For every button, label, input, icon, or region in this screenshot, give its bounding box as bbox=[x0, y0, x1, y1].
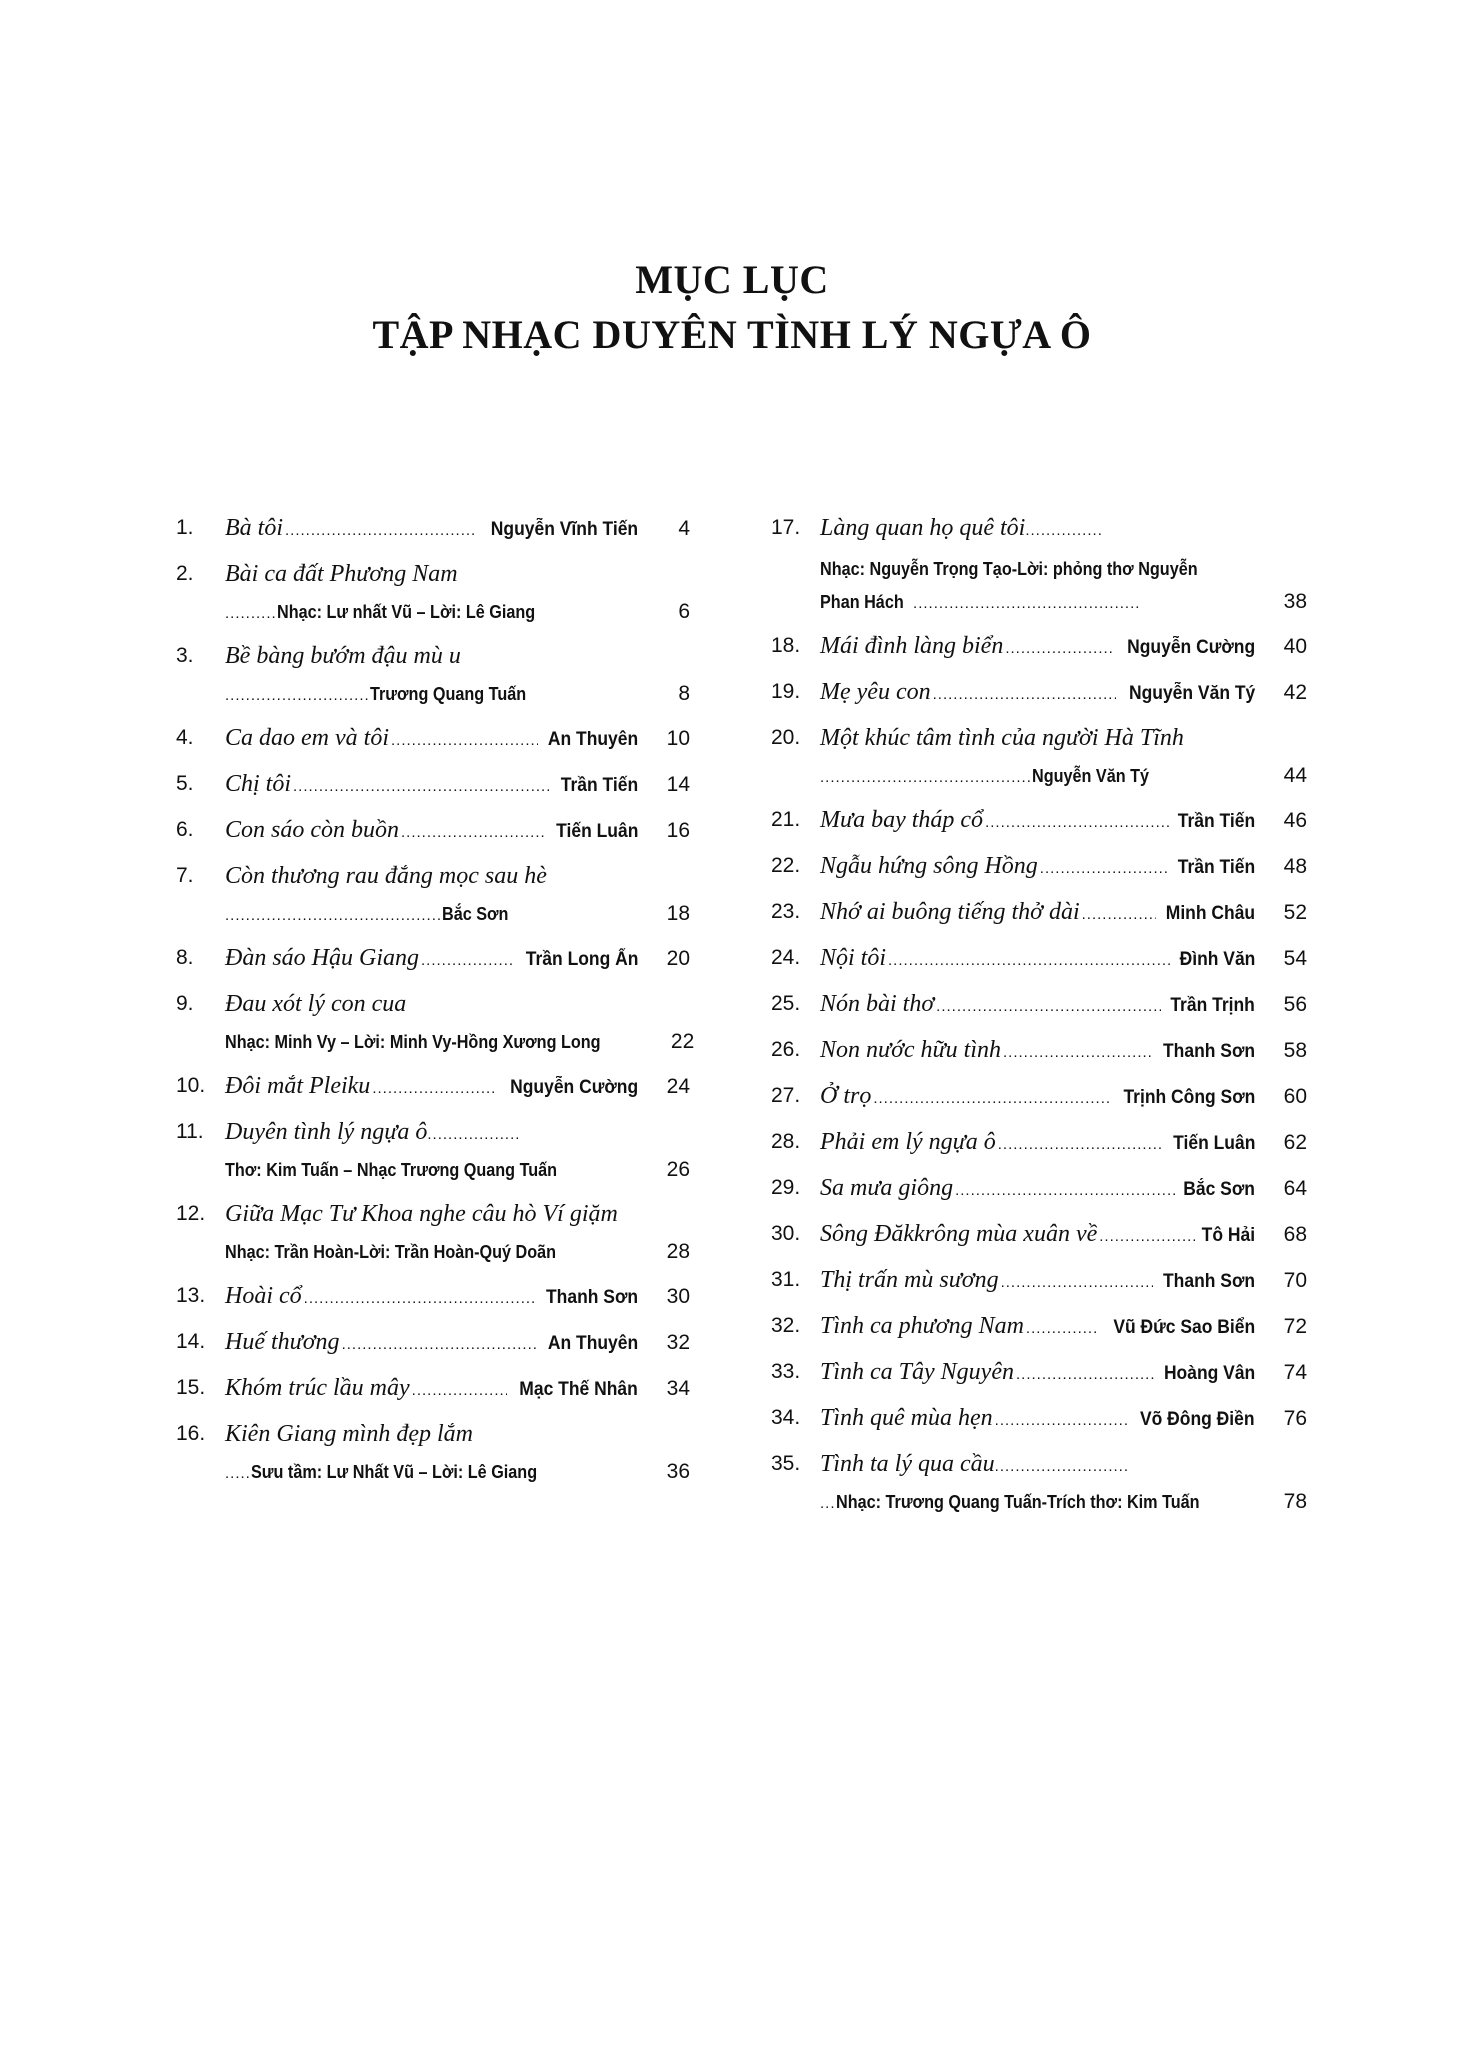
entry-number: 34. bbox=[771, 1406, 801, 1429]
dot-leader bbox=[412, 1368, 508, 1414]
entry-author: Minh Châu bbox=[1165, 903, 1255, 924]
title-dot-leader: ............... bbox=[1025, 522, 1103, 539]
entry-author: Võ Đông Điền bbox=[1140, 1409, 1255, 1430]
entry-page: 40 bbox=[1283, 635, 1307, 658]
entry-credit-row bbox=[771, 1487, 1307, 1523]
entry-title: Bà tôi bbox=[225, 515, 283, 541]
entry-title-row bbox=[176, 981, 690, 1027]
entry-title-row bbox=[771, 715, 1307, 761]
dot-leader bbox=[888, 938, 1171, 984]
dot-leader bbox=[998, 1122, 1164, 1168]
entry-credit: Bắc Sơn bbox=[442, 904, 509, 924]
entry-number: 18. bbox=[771, 634, 801, 657]
entry-credit-row bbox=[771, 761, 1307, 797]
dot-leader bbox=[372, 1066, 497, 1112]
entry-number: 26. bbox=[771, 1038, 801, 1061]
dot-leader bbox=[985, 800, 1169, 846]
entry-credit: Nhạc: Minh Vy – Lời: Minh Vy-Hồng Xương Long bbox=[225, 1032, 601, 1052]
dot-leader bbox=[1003, 1030, 1153, 1076]
entry-title: Con sáo còn buồn bbox=[225, 817, 399, 843]
toc-entry bbox=[176, 853, 690, 935]
dot-leader bbox=[1026, 1306, 1099, 1352]
dot-leader bbox=[955, 1168, 1175, 1214]
entry-author: Mạc Thế Nhân bbox=[519, 1379, 638, 1400]
toc-entry bbox=[771, 1303, 1307, 1349]
toc-entry bbox=[771, 623, 1307, 669]
entry-title: Ca dao em và tôi bbox=[225, 725, 389, 751]
entry-title: Phải em lý ngựa ô bbox=[820, 1129, 996, 1155]
entry-author: Thanh Sơn bbox=[1162, 1041, 1255, 1062]
entry-number: 14. bbox=[176, 1330, 206, 1353]
entry-number: 12. bbox=[176, 1202, 206, 1225]
entry-page: 64 bbox=[1283, 1177, 1307, 1200]
entry-title-row bbox=[176, 853, 690, 899]
entry-credit-line bbox=[771, 551, 1307, 587]
title-dot-leader: .................. bbox=[427, 1126, 521, 1143]
toc-entry bbox=[176, 935, 690, 981]
entry-title-row bbox=[771, 1441, 1307, 1487]
entry-row bbox=[176, 1319, 690, 1365]
entry-title: Nhớ ai buông tiếng thở dài bbox=[820, 899, 1080, 925]
entry-row bbox=[176, 505, 690, 551]
entry-page: 74 bbox=[1283, 1361, 1307, 1384]
dot-leader bbox=[1099, 1214, 1195, 1260]
entry-number: 23. bbox=[771, 900, 801, 923]
credit-dot-leader: ......................................... bbox=[820, 769, 1032, 786]
entry-page: 52 bbox=[1283, 901, 1307, 924]
entry-number: 28. bbox=[771, 1130, 801, 1153]
dot-leader bbox=[391, 718, 538, 764]
entry-number: 7. bbox=[176, 864, 194, 887]
entry-title: Tình ta lý qua cầu bbox=[820, 1451, 995, 1477]
entry-title: Sông Đăkkrông mùa xuân về bbox=[820, 1221, 1098, 1247]
entry-author: Trần Tiến bbox=[1177, 857, 1255, 878]
entry-title: Mưa bay tháp cổ bbox=[820, 807, 984, 833]
entry-author: Trần Tiến bbox=[560, 775, 638, 796]
credit-dot-leader: ............................ bbox=[225, 687, 370, 704]
entry-number: 1. bbox=[176, 516, 194, 539]
dot-leader bbox=[1082, 892, 1156, 938]
toc-entry bbox=[176, 505, 690, 551]
entry-number: 32. bbox=[771, 1314, 801, 1337]
entry-author: Đình Văn bbox=[1179, 949, 1255, 970]
entry-title: Giữa Mạc Tư Khoa nghe câu hò Ví giặm bbox=[225, 1201, 618, 1227]
heading-line-1: MỤC LỤC bbox=[635, 257, 829, 302]
entry-row bbox=[771, 1027, 1307, 1073]
entry-author: Vũ Đức Sao Biển bbox=[1113, 1317, 1255, 1338]
dot-leader bbox=[285, 508, 476, 554]
entry-title: Làng quan họ quê tôi bbox=[820, 515, 1026, 541]
toc-entry bbox=[176, 1319, 690, 1365]
entry-number: 6. bbox=[176, 818, 194, 841]
entry-row bbox=[176, 1063, 690, 1109]
entry-number: 29. bbox=[771, 1176, 801, 1199]
entry-title: Non nước hữu tình bbox=[820, 1037, 1001, 1063]
entry-title: Một khúc tâm tình của người Hà Tĩnh bbox=[820, 725, 1184, 751]
entry-credit-row bbox=[176, 1237, 690, 1273]
entry-title-row bbox=[176, 1109, 690, 1155]
entry-credit: Sưu tầm: Lư Nhất Vũ – Lời: Lê Giang bbox=[250, 1462, 537, 1482]
toc-entry bbox=[771, 1395, 1307, 1441]
entry-title: Mẹ yêu con bbox=[820, 679, 931, 705]
toc-entry bbox=[176, 761, 690, 807]
toc-entry bbox=[176, 1063, 690, 1109]
toc-entry bbox=[771, 1073, 1307, 1119]
entry-title-row bbox=[176, 633, 690, 679]
entry-number: 22. bbox=[771, 854, 801, 877]
credit-dot-leader: ............................................ bbox=[913, 595, 1141, 612]
entry-author: Bắc Sơn bbox=[1183, 1179, 1255, 1200]
toc-entry bbox=[771, 1257, 1307, 1303]
credit-dot-leader: ... bbox=[820, 1495, 836, 1512]
entry-title: Ngẫu hứng sông Hồng bbox=[820, 853, 1038, 879]
entry-credit-row bbox=[176, 1027, 695, 1063]
entry-title-row bbox=[771, 505, 1307, 551]
entry-number: 3. bbox=[176, 644, 194, 667]
entry-row bbox=[176, 761, 690, 807]
entry-number: 10. bbox=[176, 1074, 206, 1097]
dot-leader bbox=[873, 1076, 1109, 1122]
entry-number: 4. bbox=[176, 726, 194, 749]
toc-entry bbox=[176, 1273, 690, 1319]
toc-entry bbox=[176, 1365, 690, 1411]
entry-title: Còn thương rau đắng mọc sau hè bbox=[225, 863, 547, 889]
entry-page: 44 bbox=[1283, 764, 1307, 787]
entry-title: Tình ca Tây Nguyên bbox=[820, 1359, 1014, 1385]
entry-row bbox=[771, 935, 1307, 981]
entry-title: Bài ca đất Phương Nam bbox=[225, 561, 458, 587]
entry-page: 54 bbox=[1283, 947, 1307, 970]
entry-number: 9. bbox=[176, 992, 194, 1015]
entry-page: 16 bbox=[666, 819, 690, 842]
entry-page: 60 bbox=[1283, 1085, 1307, 1108]
entry-author: An Thuyên bbox=[547, 729, 638, 750]
entry-title: Kiên Giang mình đẹp lắm bbox=[225, 1421, 473, 1447]
entry-page: 76 bbox=[1283, 1407, 1307, 1430]
entry-row bbox=[176, 935, 690, 981]
entry-page: 24 bbox=[666, 1075, 690, 1098]
entry-credit-row bbox=[176, 597, 690, 633]
entry-author: An Thuyên bbox=[547, 1333, 638, 1354]
dot-leader bbox=[1016, 1352, 1154, 1398]
entry-number: 11. bbox=[176, 1120, 204, 1143]
entry-number: 27. bbox=[771, 1084, 801, 1107]
entry-credit: Trương Quang Tuấn bbox=[369, 684, 526, 704]
entry-title-row bbox=[176, 1191, 690, 1237]
entry-page: 32 bbox=[666, 1331, 690, 1354]
toc-entry bbox=[176, 1109, 690, 1191]
entry-title: Nội tôi bbox=[820, 945, 887, 971]
entry-number: 24. bbox=[771, 946, 801, 969]
entry-number: 19. bbox=[771, 680, 801, 703]
heading-line-2: TẬP NHẠC DUYÊN TÌNH LÝ NGỰA Ô bbox=[372, 312, 1092, 357]
toc-entry bbox=[771, 1441, 1307, 1523]
entry-author: Thanh Sơn bbox=[545, 1287, 638, 1308]
toc-entry bbox=[771, 1027, 1307, 1073]
entry-number: 16. bbox=[176, 1422, 206, 1445]
entry-row bbox=[771, 797, 1307, 843]
entry-credit-row bbox=[176, 1155, 690, 1191]
entry-row bbox=[176, 807, 690, 853]
entry-title: Bề bàng bướm đậu mù u bbox=[225, 643, 461, 669]
dot-leader bbox=[995, 1398, 1129, 1444]
entry-credit: Thơ: Kim Tuấn – Nhạc Trương Quang Tuấn bbox=[225, 1160, 558, 1180]
entry-number: 30. bbox=[771, 1222, 801, 1245]
entry-title: Huế thương bbox=[225, 1329, 340, 1355]
entry-page: 30 bbox=[666, 1285, 690, 1308]
dot-leader bbox=[1040, 846, 1169, 892]
entry-page: 20 bbox=[666, 947, 690, 970]
entry-credit: Nhạc: Lư nhất Vũ – Lời: Lê Giang bbox=[276, 602, 535, 622]
entry-title: Đàn sáo Hậu Giang bbox=[225, 945, 420, 971]
entry-page: 72 bbox=[1283, 1315, 1307, 1338]
entry-number: 5. bbox=[176, 772, 194, 795]
toc-entry bbox=[771, 1165, 1307, 1211]
entry-author: Nguyễn Cường bbox=[509, 1077, 638, 1098]
toc-entry bbox=[771, 505, 1307, 623]
toc-entry bbox=[771, 669, 1307, 715]
entry-row bbox=[771, 981, 1307, 1027]
toc-entry bbox=[176, 807, 690, 853]
toc-entry bbox=[771, 1349, 1307, 1395]
entry-row bbox=[771, 669, 1307, 715]
entry-page: 22 bbox=[670, 1030, 695, 1053]
dot-leader bbox=[1005, 626, 1114, 672]
toc-entry bbox=[771, 797, 1307, 843]
entry-page: 42 bbox=[1283, 681, 1307, 704]
entry-page: 38 bbox=[1283, 590, 1307, 613]
entry-title: Nón bài thơ bbox=[820, 991, 935, 1017]
entry-title: Thị trấn mù sương bbox=[820, 1267, 999, 1293]
entry-author: Nguyễn Văn Tý bbox=[1128, 683, 1255, 704]
toc-entry bbox=[176, 633, 690, 715]
entry-page: 48 bbox=[1283, 855, 1307, 878]
entry-author: Nguyễn Vĩnh Tiến bbox=[490, 519, 638, 540]
dot-leader bbox=[933, 672, 1116, 718]
entry-number: 33. bbox=[771, 1360, 801, 1383]
entry-title-row bbox=[176, 551, 690, 597]
entry-page: 28 bbox=[666, 1240, 690, 1263]
entry-page: 34 bbox=[666, 1377, 690, 1400]
entry-author: Tiến Luân bbox=[1172, 1133, 1255, 1154]
entry-credit: Phan Hách bbox=[820, 592, 904, 612]
entry-credit: Nguyễn Văn Tý bbox=[1031, 766, 1149, 786]
entry-page: 36 bbox=[666, 1460, 690, 1483]
entry-credit-row bbox=[176, 1457, 690, 1493]
entry-row bbox=[176, 715, 690, 761]
entry-author: Trịnh Công Sơn bbox=[1123, 1087, 1255, 1108]
dot-leader bbox=[293, 764, 552, 810]
toc-entry bbox=[176, 1411, 690, 1493]
entry-author: Trần Long Ẩn bbox=[525, 949, 638, 970]
entry-page: 78 bbox=[1283, 1490, 1307, 1513]
entry-credit: Nhạc: Trần Hoàn-Lời: Trần Hoàn-Quý Doãn bbox=[225, 1242, 557, 1262]
entry-page: 68 bbox=[1283, 1223, 1307, 1246]
entry-page: 58 bbox=[1283, 1039, 1307, 1062]
toc-entry bbox=[771, 715, 1307, 797]
credit-dot-leader: ..... bbox=[225, 1465, 251, 1482]
entry-title-row bbox=[176, 1411, 690, 1457]
entry-author: Tô Hải bbox=[1201, 1225, 1255, 1246]
toc-entry bbox=[771, 843, 1307, 889]
toc-column-right bbox=[771, 505, 1307, 1523]
toc-entry bbox=[771, 981, 1307, 1027]
toc-entry bbox=[771, 935, 1307, 981]
entry-number: 15. bbox=[176, 1376, 206, 1399]
dot-leader bbox=[421, 938, 514, 984]
entry-title: Hoài cổ bbox=[225, 1283, 302, 1309]
entry-credit: Nhạc: Trương Quang Tuấn-Trích thơ: Kim Tuấn bbox=[835, 1492, 1200, 1512]
entry-row bbox=[771, 1165, 1307, 1211]
entry-number: 20. bbox=[771, 726, 801, 749]
entry-number: 21. bbox=[771, 808, 801, 831]
toc-entry bbox=[771, 1211, 1307, 1257]
toc-entry bbox=[176, 551, 690, 633]
toc-column-left bbox=[176, 505, 695, 1493]
entry-page: 10 bbox=[666, 727, 690, 750]
entry-page: 8 bbox=[678, 682, 690, 705]
entry-row bbox=[771, 1119, 1307, 1165]
entry-row bbox=[771, 843, 1307, 889]
entry-row bbox=[771, 1349, 1307, 1395]
entry-author: Thanh Sơn bbox=[1162, 1271, 1255, 1292]
entry-title: Tình quê mùa hẹn bbox=[820, 1405, 993, 1431]
entry-page: 46 bbox=[1283, 809, 1307, 832]
entry-title: Mái đình làng biển bbox=[820, 633, 1004, 659]
entry-credit-row bbox=[176, 899, 690, 935]
entry-page: 6 bbox=[678, 600, 690, 623]
toc-entry bbox=[771, 1119, 1307, 1165]
entry-number: 17. bbox=[771, 516, 801, 539]
dot-leader bbox=[304, 1276, 536, 1322]
entry-page: 14 bbox=[666, 773, 690, 796]
entry-row bbox=[771, 1303, 1307, 1349]
entry-author: Trần Tiến bbox=[1177, 811, 1255, 832]
toc-entry bbox=[176, 715, 690, 761]
entry-author: Hoàng Vân bbox=[1163, 1363, 1255, 1384]
entry-author: Nguyễn Cường bbox=[1126, 637, 1255, 658]
entry-row bbox=[771, 1211, 1307, 1257]
dot-leader bbox=[342, 1322, 538, 1368]
entry-author: Trần Trịnh bbox=[1170, 995, 1255, 1016]
entry-page: 4 bbox=[678, 517, 690, 540]
dot-leader bbox=[401, 810, 547, 856]
entry-page: 18 bbox=[666, 902, 690, 925]
credit-dot-leader: .......................................... bbox=[225, 907, 443, 924]
entry-number: 25. bbox=[771, 992, 801, 1015]
entry-row bbox=[771, 889, 1307, 935]
entry-title: Tình ca phương Nam bbox=[820, 1313, 1024, 1339]
entry-number: 13. bbox=[176, 1284, 206, 1307]
entry-title: Chị tôi bbox=[225, 771, 292, 797]
title-dot-leader: .......................... bbox=[994, 1458, 1130, 1475]
entry-page: 26 bbox=[666, 1158, 690, 1181]
entry-number: 31. bbox=[771, 1268, 801, 1291]
dot-leader bbox=[1001, 1260, 1153, 1306]
entry-row bbox=[176, 1273, 690, 1319]
entry-title: Ở trọ bbox=[820, 1083, 872, 1109]
entry-row bbox=[771, 1395, 1307, 1441]
entry-credit: Nhạc: Nguyễn Trọng Tạo-Lời: phỏng thơ Nguyễn bbox=[820, 559, 1198, 579]
entry-number: 35. bbox=[771, 1452, 801, 1475]
entry-row bbox=[771, 1257, 1307, 1303]
toc-entry bbox=[176, 981, 695, 1063]
dot-leader bbox=[936, 984, 1161, 1030]
entry-number: 8. bbox=[176, 946, 194, 969]
entry-author: Tiến Luân bbox=[555, 821, 638, 842]
toc-entry bbox=[771, 889, 1307, 935]
toc-entry bbox=[176, 1191, 690, 1273]
entry-title: Đau xót lý con cua bbox=[225, 991, 407, 1017]
entry-page: 70 bbox=[1283, 1269, 1307, 1292]
credit-dot-leader: .......... bbox=[225, 605, 277, 622]
entry-row bbox=[771, 1073, 1307, 1119]
entry-title: Khóm trúc lầu mây bbox=[225, 1375, 410, 1401]
entry-row bbox=[771, 623, 1307, 669]
entry-page: 56 bbox=[1283, 993, 1307, 1016]
entry-title: Đôi mắt Pleiku bbox=[225, 1073, 371, 1099]
entry-credit-row bbox=[176, 679, 690, 715]
entry-row bbox=[176, 1365, 690, 1411]
entry-page: 62 bbox=[1283, 1131, 1307, 1154]
entry-number: 2. bbox=[176, 562, 194, 585]
entry-title: Duyên tình lý ngựa ô bbox=[225, 1119, 428, 1145]
entry-title: Sa mưa giông bbox=[820, 1175, 954, 1201]
entry-credit-row bbox=[771, 587, 1307, 623]
